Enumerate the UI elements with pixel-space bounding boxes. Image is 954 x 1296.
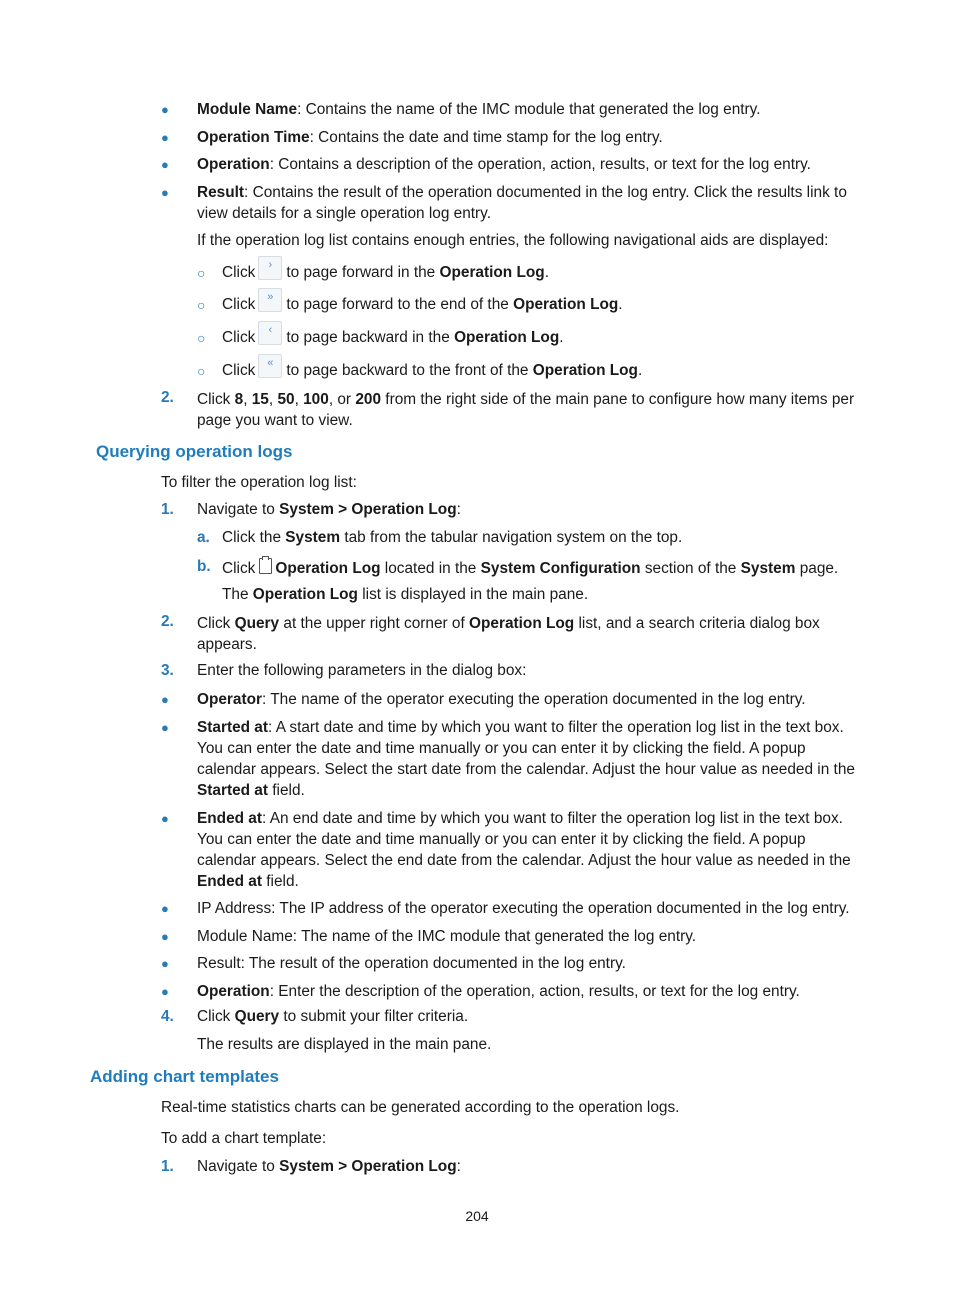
field-result: Result: Contains the result of the operation documented in the log entry. Click the results link to view details for a single operation log entry. (197, 184, 847, 222)
clipboard-icon (259, 558, 272, 574)
field-module-name: Module Name: Contains the name of the IMC module that generated the log entry. (197, 101, 761, 118)
bullet-icon: ● (161, 811, 169, 826)
step-number: 3. (161, 662, 174, 679)
param-module-name: Module Name: The name of the IMC module that generated the log entry. (197, 928, 697, 945)
step-navigate: Navigate to System > Operation Log: (197, 501, 461, 518)
circle-bullet-icon: ○ (197, 330, 206, 346)
field-operation-time: Operation Time: Contains the date and time stamp for the log entry. (197, 129, 663, 146)
param-ip-address: IP Address: The IP address of the operator executing the operation documented in the log entry. (197, 900, 850, 917)
previous-page-icon[interactable]: ‹ (258, 321, 282, 345)
bullet-icon: ● (161, 984, 169, 999)
param-started-at: Started at: A start date and time by which you want to filter the operation log list in the text box. You can enter the date and time manually or you can enter it by clicking the field. A popup calendar appears. Select the start date from the calendar. Adjust the hour value as needed in the Started at field. (197, 719, 855, 799)
section-paragraph: Real-time statistics charts can be generated according to the operation logs. (161, 1099, 680, 1116)
last-page-icon[interactable]: » (258, 288, 282, 312)
circle-bullet-icon: ○ (197, 363, 206, 379)
bullet-icon: ● (161, 157, 169, 172)
param-operation: Operation: Enter the description of the operation, action, results, or text for the log entry. (197, 983, 800, 1000)
bullet-icon: ● (161, 692, 169, 707)
substep-letter: b. (197, 558, 211, 575)
step-enter-parameters: Enter the following parameters in the dialog box: (197, 662, 527, 679)
substep-click-operation-log: Click Operation Log located in the System Configuration section of the System page. (222, 560, 839, 577)
nav-item-forward: Click › to page forward in the Operation Log. (222, 264, 549, 282)
substep-note: The Operation Log list is displayed in the main pane. (222, 586, 589, 603)
bullet-icon: ● (161, 130, 169, 145)
section-intro: To filter the operation log list: (161, 474, 357, 491)
step-number: 1. (161, 1158, 174, 1175)
nav-item-forward-end: Click » to page forward to the end of the Operation Log. (222, 296, 623, 314)
section-heading-chart-templates: Adding chart templates (90, 1067, 279, 1086)
step-items-per-page: Click 8, 15, 50, 100, or 200 from the right side of the main pane to configure how many items per page you want to view. (197, 391, 855, 429)
bullet-icon: ● (161, 185, 169, 200)
nav-intro: If the operation log list contains enough entries, the following navigational aids are displayed: (197, 232, 829, 249)
bullet-icon: ● (161, 929, 169, 944)
nav-item-backward-front: Click « to page backward to the front of the Operation Log. (222, 362, 642, 380)
step-number: 1. (161, 501, 174, 518)
bullet-icon: ● (161, 901, 169, 916)
bullet-icon: ● (161, 720, 169, 735)
section-intro: To add a chart template: (161, 1130, 327, 1147)
page-number: 204 (465, 1208, 489, 1224)
bullet-icon: ● (161, 102, 169, 117)
step-submit-query: Click Query to submit your filter criteria. (197, 1008, 469, 1025)
section-heading-querying: Querying operation logs (96, 442, 293, 461)
step-number: 4. (161, 1008, 174, 1025)
substep-click-system: Click the System tab from the tabular navigation system on the top. (222, 529, 683, 546)
circle-bullet-icon: ○ (197, 265, 206, 281)
param-ended-at: Ended at: An end date and time by which you want to filter the operation log list in the text box. You can enter the date and time manually or you can enter it by clicking the field. A popup calendar appears. Select the end date from the calendar. Adjust the hour value as needed in the Ended at field. (197, 810, 851, 890)
step-click-query: Click Query at the upper right corner of Operation Log list, and a search criteria dialog box appears. (197, 615, 820, 653)
param-result: Result: The result of the operation documented in the log entry. (197, 955, 626, 972)
step-navigate: Navigate to System > Operation Log: (197, 1158, 461, 1175)
bullet-icon: ● (161, 956, 169, 971)
param-operator: Operator: The name of the operator executing the operation documented in the log entry. (197, 691, 806, 708)
circle-bullet-icon: ○ (197, 297, 206, 313)
step-number: 2. (161, 389, 174, 406)
nav-item-backward: Click ‹ to page backward in the Operation Log. (222, 329, 564, 347)
step-result-note: The results are displayed in the main pane. (197, 1036, 492, 1053)
step-number: 2. (161, 613, 174, 630)
first-page-icon[interactable]: « (258, 354, 282, 378)
substep-letter: a. (197, 529, 210, 546)
field-operation: Operation: Contains a description of the operation, action, results, or text for the log entry. (197, 156, 811, 173)
next-page-icon[interactable]: › (258, 256, 282, 280)
